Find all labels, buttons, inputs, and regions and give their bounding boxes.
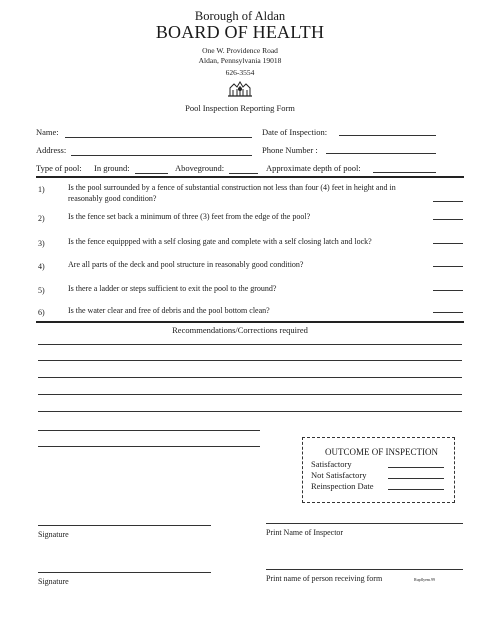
date-of-inspection-field[interactable]: [339, 135, 436, 136]
borough-seal-icon: [227, 80, 253, 97]
approx-depth-label: Approximate depth of pool:: [266, 163, 361, 173]
borough-name: Borough of Aldan: [194, 9, 286, 23]
question-number: 5): [38, 286, 45, 295]
phone-number-field[interactable]: [326, 153, 436, 154]
satisfactory-label: Satisfactory: [311, 459, 352, 469]
recommendations-line[interactable]: [38, 344, 462, 345]
answer-field-3[interactable]: [433, 243, 463, 244]
signature-label-1: Signature: [38, 530, 69, 539]
answer-field-2[interactable]: [433, 219, 463, 220]
question-5: Is there a ladder or steps sufficient to exit the pool to the ground?: [68, 284, 277, 293]
question-number: 2): [38, 214, 45, 223]
date-of-inspection-label: Date of Inspection:: [262, 127, 328, 137]
reinspection-date-field[interactable]: [388, 489, 444, 490]
question-2: Is the fence set back a minimum of three (3) feet from the edge of the pool?: [68, 212, 311, 221]
question-number: 3): [38, 239, 45, 248]
receiver-name-label: Print name of person receiving form: [266, 574, 383, 583]
satisfactory-field[interactable]: [388, 467, 444, 468]
not-satisfactory-label: Not Satisfactory: [311, 470, 367, 480]
street-address: One W. Providence Road: [202, 46, 278, 55]
answer-field-1[interactable]: [433, 201, 463, 202]
form-title: Pool Inspection Reporting Form: [185, 103, 295, 113]
address-label: Address:: [36, 145, 67, 155]
aboveground-label: Aboveground:: [175, 163, 225, 173]
answer-field-5[interactable]: [433, 290, 463, 291]
board-title: BOARD OF HEALTH: [155, 22, 325, 42]
recommendations-line[interactable]: [38, 411, 462, 412]
approx-depth-field[interactable]: [373, 172, 436, 173]
recommendations-line[interactable]: [38, 394, 462, 395]
form-code: Rupflyem.99: [414, 577, 435, 582]
question-number: 4): [38, 262, 45, 271]
question-1: Is the pool surrounded by a fence of substantial construction not less than four (4) feet in height and in reasonably good condition?: [68, 183, 396, 203]
receiver-name-line[interactable]: [266, 569, 463, 570]
phone-number: 626-3554: [225, 68, 255, 77]
recommendations-line[interactable]: [38, 360, 462, 361]
recommendations-line[interactable]: [38, 377, 462, 378]
recommendations-title: Recommendations/Corrections required: [172, 325, 308, 335]
name-field[interactable]: [65, 137, 252, 138]
name-label: Name:: [36, 127, 59, 137]
recommendations-line[interactable]: [38, 446, 260, 447]
in-ground-field[interactable]: [135, 173, 168, 174]
phone-number-label: Phone Number :: [262, 145, 318, 155]
aboveground-field[interactable]: [229, 173, 258, 174]
question-6: Is the water clear and free of debris and the pool bottom clean?: [68, 306, 270, 315]
section-divider-top: [36, 176, 464, 178]
signature-line-1[interactable]: [38, 525, 211, 526]
inspector-name-label: Print Name of Inspector: [266, 528, 344, 537]
question-number: 1): [38, 185, 45, 194]
not-satisfactory-field[interactable]: [388, 478, 444, 479]
question-number: 6): [38, 308, 45, 317]
type-of-pool-label: Type of pool:: [36, 163, 82, 173]
section-divider-bottom: [36, 321, 464, 323]
signature-line-2[interactable]: [38, 572, 211, 573]
outcome-title: OUTCOME OF INSPECTION: [325, 447, 439, 457]
inspector-name-line[interactable]: [266, 523, 463, 524]
recommendations-line[interactable]: [38, 430, 260, 431]
city-address: Aldan, Pennsylvania 19018: [198, 56, 282, 65]
address-field[interactable]: [71, 155, 252, 156]
answer-field-6[interactable]: [433, 312, 463, 313]
in-ground-label: In ground:: [94, 163, 130, 173]
reinspection-date-label: Reinspection Date: [311, 481, 374, 491]
question-3: Is the fence equippped with a self closing gate and complete with a self closing latch and lock?: [68, 237, 372, 246]
question-4: Are all parts of the deck and pool structure in reasonably good condition?: [68, 260, 304, 269]
signature-label-2: Signature: [38, 577, 69, 586]
answer-field-4[interactable]: [433, 266, 463, 267]
